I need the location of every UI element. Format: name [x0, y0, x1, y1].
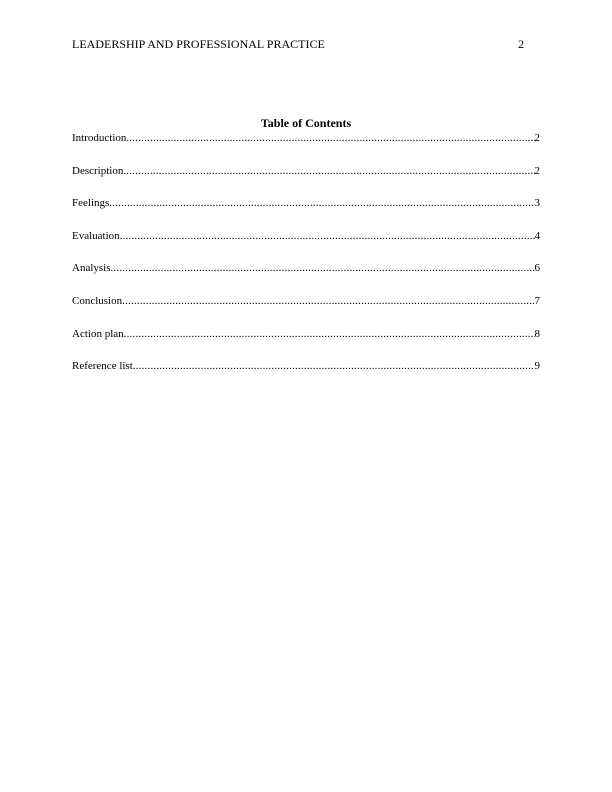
toc-dot-leader: [124, 327, 535, 341]
toc-entry-page: 2: [534, 164, 540, 177]
toc-entry-action-plan[interactable]: [72, 327, 540, 341]
toc-dot-leader: [122, 294, 534, 308]
toc-entry-introduction[interactable]: [72, 131, 540, 145]
table-of-contents: [72, 131, 540, 392]
toc-dot-leader: [133, 359, 535, 373]
toc-entry-label: Introduction: [72, 132, 127, 144]
toc-entry-analysis[interactable]: [72, 261, 540, 275]
toc-entry-label: Evaluation: [72, 229, 120, 242]
toc-entry-reference-list[interactable]: [72, 359, 540, 373]
toc-entry-page: 6: [534, 262, 540, 275]
toc-entry-conclusion[interactable]: [72, 294, 540, 308]
toc-entry-description[interactable]: [72, 164, 540, 178]
toc-dot-leader: [111, 261, 535, 275]
toc-dot-leader: [120, 229, 535, 243]
toc-entry-page: 8: [534, 327, 540, 340]
toc-entry-page: 2: [534, 132, 540, 144]
page-number: 2: [518, 37, 524, 51]
toc-dot-leader: [123, 164, 534, 178]
toc-entry-evaluation[interactable]: [72, 229, 540, 243]
running-header-title: LEADERSHIP AND PROFESSIONAL PRACTICE: [72, 37, 325, 51]
toc-heading: Table of Contents: [260, 116, 352, 130]
toc-entry-page: 4: [534, 229, 540, 242]
toc-dot-leader: [126, 131, 534, 145]
toc-entry-label: Action plan: [72, 327, 124, 340]
running-header: [72, 36, 540, 52]
toc-entry-page: 3: [534, 197, 540, 210]
toc-entry-page: 9: [534, 360, 540, 373]
toc-entry-label: Feelings: [72, 197, 110, 210]
toc-entry-page: 7: [534, 294, 540, 307]
toc-entry-label: Reference list: [72, 360, 133, 373]
toc-entry-label: Analysis: [72, 262, 111, 275]
toc-dot-leader: [109, 196, 534, 210]
toc-entry-feelings[interactable]: [72, 196, 540, 210]
toc-entry-label: Conclusion: [72, 294, 123, 307]
toc-entry-label: Description: [72, 164, 124, 177]
